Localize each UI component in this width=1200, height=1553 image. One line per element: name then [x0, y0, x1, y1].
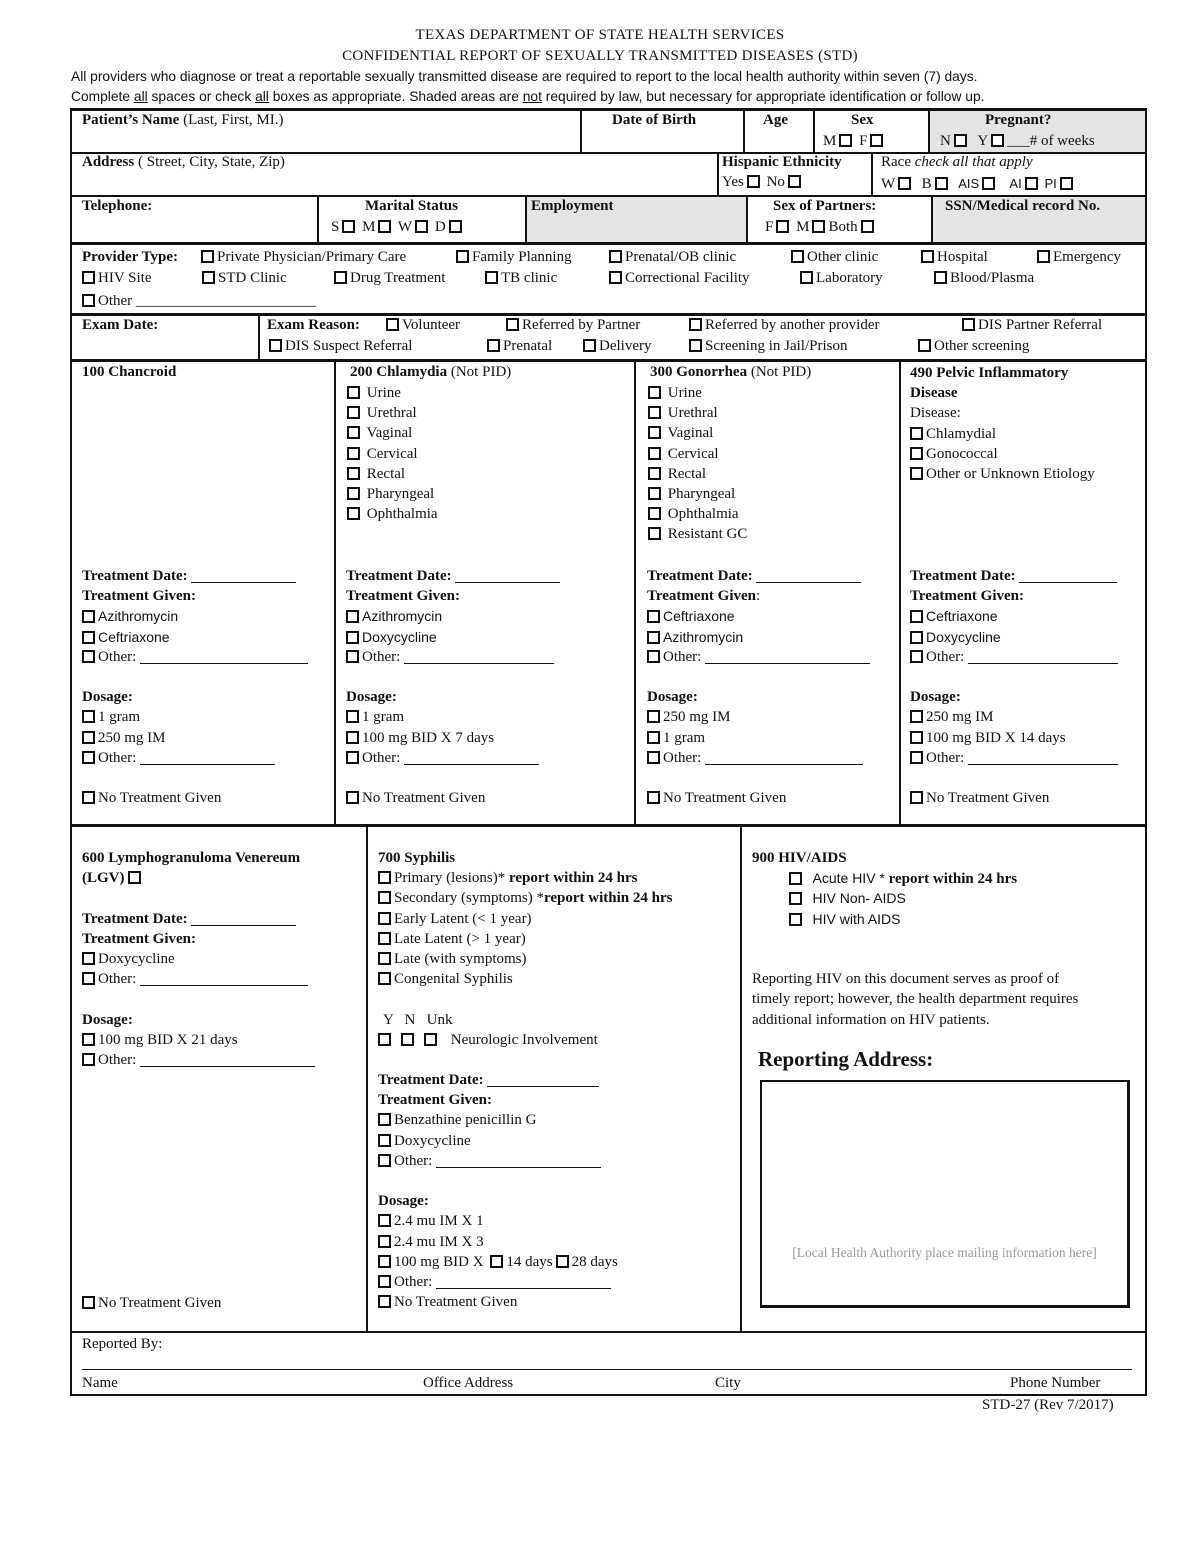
divider [580, 110, 582, 152]
divider [525, 196, 527, 242]
pid-other-treatment-input[interactable] [968, 649, 1118, 664]
rule [70, 242, 1147, 245]
chlamydia-1g-checkbox[interactable] [346, 710, 359, 723]
age-field[interactable]: Age [763, 112, 788, 128]
pid-other-dosage-checkbox[interactable] [910, 751, 923, 764]
provider-option: Laboratory [797, 269, 883, 288]
gonorrhea-site-checkbox[interactable] [648, 467, 661, 480]
partners-label: Sex of Partners: [773, 198, 877, 214]
chlamydia-no-treatment-checkbox[interactable] [346, 791, 359, 804]
gonorrhea-no-treatment-checkbox[interactable] [647, 791, 660, 804]
divider [740, 826, 742, 1331]
pid-chlamydial-checkbox[interactable] [910, 427, 923, 440]
reporting-address-placeholder: [Local Health Authority place mailing information here] [792, 1245, 1097, 1260]
exam-reason-option: Delivery [580, 337, 651, 356]
divider [743, 110, 745, 152]
exam-reason-option: Prenatal [484, 337, 552, 356]
provider-option: Hospital [918, 248, 988, 267]
exam-referred-provider-checkbox[interactable] [689, 318, 702, 331]
exam-jail-screening-checkbox[interactable] [689, 339, 702, 352]
race-ais-checkbox[interactable] [982, 177, 995, 190]
syphilis-24mu-x3-checkbox[interactable] [378, 1235, 391, 1248]
gonorrhea-treatment-date-input[interactable] [756, 568, 861, 583]
reported-by-line[interactable] [82, 1369, 1132, 1370]
exam-referred-partner-checkbox[interactable] [506, 318, 519, 331]
sex-label: Sex [851, 112, 874, 128]
marital-w-checkbox[interactable] [415, 220, 428, 233]
marital-label: Marital Status [365, 198, 458, 214]
syphilis-benzathine-checkbox[interactable] [378, 1113, 391, 1126]
gonorrhea-ceftriaxone-checkbox[interactable] [647, 610, 660, 623]
chlamydia-doxycycline-checkbox[interactable] [346, 631, 359, 644]
pid-250mg-checkbox[interactable] [910, 710, 923, 723]
syphilis-other-treatment-input[interactable] [436, 1153, 601, 1168]
chlamydia-site-checkbox[interactable] [347, 386, 360, 399]
chlamydia-site-checkbox[interactable] [347, 507, 360, 520]
lgv-no-treatment: No Treatment Given [79, 1294, 221, 1313]
gonorrhea-site-checkbox[interactable] [648, 386, 661, 399]
marital-m-checkbox[interactable] [378, 220, 391, 233]
chancroid-azithromycin-checkbox[interactable] [82, 610, 95, 623]
exam-reason-option: DIS Partner Referral [959, 316, 1102, 335]
chlamydia-site-checkbox[interactable] [347, 426, 360, 439]
divider [746, 196, 748, 242]
race-options: W B AIS AI PI [881, 174, 1076, 194]
exam-date-field[interactable]: Exam Date: [82, 317, 159, 333]
gonorrhea-1g-checkbox[interactable] [647, 731, 660, 744]
provider-option: TB clinic [482, 269, 557, 288]
gonorrhea-site-checkbox[interactable] [648, 406, 661, 419]
chancroid-1g-checkbox[interactable] [82, 710, 95, 723]
exam-reason-option: Referred by another provider [686, 316, 880, 335]
neuro-unk-checkbox[interactable] [424, 1033, 437, 1046]
pid-header: 490 Pelvic Inflammatory Disease Disease: Chlamydial Gonococcal Other or Unknown Etiology [910, 365, 1095, 482]
chlamydia-site-checkbox[interactable] [347, 487, 360, 500]
divider [366, 826, 368, 1331]
provider-laboratory-checkbox[interactable] [800, 271, 813, 284]
syphilis-other-dosage-input[interactable] [436, 1274, 611, 1289]
neuro-yes-checkbox[interactable] [378, 1033, 391, 1046]
exam-dis-suspect-checkbox[interactable] [269, 339, 282, 352]
hispanic-options: Yes No [722, 173, 804, 192]
gonorrhea-other-treatment-input[interactable] [705, 649, 870, 664]
divider [899, 361, 901, 824]
provider-family-planning-checkbox[interactable] [456, 250, 469, 263]
syphilis-section: 700 Syphilis Primary (lesions)* report within 24 hrs Secondary (symptoms) *report within 24 hrs Early Latent (< 1 year) Late Latent (> 1 year) Late (with symptoms) Congenital Syphilis Y N Unk Neurologic Involvement Treatment Date: Treatment Given: Benzathine penicillin G Doxycycline Other: Dosage: 2.4 mu IM X 1 2.4 mu IM X 3 100 mg BID X 14 days 28 days Other: No Treatment Given [378, 850, 673, 1311]
provider-option: Prenatal/OB clinic [606, 248, 736, 267]
partners-m-checkbox[interactable] [812, 220, 825, 233]
pid-gonococcal-checkbox[interactable] [910, 447, 923, 460]
gonorrhea-250mg-checkbox[interactable] [647, 710, 660, 723]
provider-private-checkbox[interactable] [201, 250, 214, 263]
syphilis-late-checkbox[interactable] [378, 952, 391, 965]
exam-volunteer-checkbox[interactable] [386, 318, 399, 331]
provider-option: Drug Treatment [331, 269, 445, 288]
syphilis-primary-checkbox[interactable] [378, 871, 391, 884]
chlamydia-azithromycin-checkbox[interactable] [346, 610, 359, 623]
partners-options: F M Both [765, 218, 877, 237]
provider-option: Private Physician/Primary Care [198, 248, 406, 267]
divider [717, 153, 719, 195]
provider-option: Emergency [1034, 248, 1121, 267]
pid-treatment: Treatment Date: Treatment Given: Ceftriaxone Doxycycline Other: Dosage: 250 mg IM 100 mg BID X 14 days Other: No Treatment Given [910, 566, 1118, 808]
exam-dis-partner-checkbox[interactable] [962, 318, 975, 331]
marital-s-checkbox[interactable] [342, 220, 355, 233]
pregnant-options: N Y ___# of weeks [940, 133, 1095, 149]
form-id: STD-27 (Rev 7/2017) [982, 1397, 1114, 1413]
provider-other-clinic-checkbox[interactable] [791, 250, 804, 263]
marital-options: S M W D [331, 218, 465, 237]
chancroid-title: 100 Chancroid [82, 364, 177, 380]
divider [634, 361, 636, 824]
provider-other-checkbox[interactable] [82, 294, 95, 307]
ssn-field[interactable]: SSN/Medical record No. [945, 198, 1101, 214]
rule [70, 359, 1147, 362]
gonorrhea-title: 300 Gonorrhea (Not PID) [650, 364, 812, 380]
chancroid-ceftriaxone-checkbox[interactable] [82, 631, 95, 644]
form-title: CONFIDENTIAL REPORT OF SEXUALLY TRANSMITTED DISEASES (STD) [342, 48, 858, 64]
provider-hospital-checkbox[interactable] [921, 250, 934, 263]
divider [317, 196, 319, 242]
pid-other-treatment-checkbox[interactable] [910, 650, 923, 663]
provider-emergency-checkbox[interactable] [1037, 250, 1050, 263]
chlamydia-other-dosage-checkbox[interactable] [346, 751, 359, 764]
chancroid-other-dosage-checkbox[interactable] [82, 751, 95, 764]
divider [813, 110, 815, 152]
address-field[interactable]: Address ( Street, City, State, Zip) [82, 154, 285, 170]
hiv-acute-checkbox[interactable] [789, 872, 802, 885]
sex-f-checkbox[interactable] [870, 134, 883, 147]
reporting-address-heading: Reporting Address: [758, 1047, 934, 1071]
syphilis-other-dosage-checkbox[interactable] [378, 1275, 391, 1288]
lgv-checkbox[interactable] [128, 871, 141, 884]
divider [871, 153, 873, 195]
chancroid-250mg-checkbox[interactable] [82, 731, 95, 744]
provider-drug-treatment-checkbox[interactable] [334, 271, 347, 284]
pid-other-dosage-input[interactable] [968, 750, 1118, 765]
exam-reason-option: Volunteer [383, 316, 460, 335]
chlamydia-other-dosage-input[interactable] [404, 750, 539, 765]
gonorrhea-other-treatment-checkbox[interactable] [647, 650, 660, 663]
provider-option: Correctional Facility [606, 269, 750, 288]
neuro-no-checkbox[interactable] [401, 1033, 414, 1046]
pid-ceftriaxone-checkbox[interactable] [910, 610, 923, 623]
chancroid-treatment: Treatment Date: Treatment Given: Azithromycin Ceftriaxone Other: Dosage: 1 gram 250 mg IM Other: No Treatment Given [82, 566, 308, 808]
pid-doxycycline-checkbox[interactable] [910, 631, 923, 644]
sex-m-checkbox[interactable] [839, 134, 852, 147]
office-address-label: Office Address [423, 1375, 514, 1391]
provider-prenatal-checkbox[interactable] [609, 250, 622, 263]
lgv-other-treatment-checkbox[interactable] [82, 972, 95, 985]
reporting-requirement: All providers who diagnose or treat a reportable sexually transmitted disease are required to report to the local health authority within seven (7) days. [71, 69, 978, 84]
provider-correctional-checkbox[interactable] [609, 271, 622, 284]
provider-row-1: Provider Type: [82, 249, 178, 265]
reporting-address-box[interactable] [760, 1080, 1130, 1308]
chancroid-other-dosage-input[interactable] [140, 750, 275, 765]
exam-reason-label: Exam Reason: [267, 317, 360, 333]
partners-f-checkbox[interactable] [776, 220, 789, 233]
exam-delivery-checkbox[interactable] [583, 339, 596, 352]
chlamydia-sites: Urine Urethral Vaginal Cervical Rectal Pharyngeal Ophthalmia [344, 383, 438, 524]
chlamydia-100mg-checkbox[interactable] [346, 731, 359, 744]
gonorrhea-sites: Urine Urethral Vaginal Cervical Rectal Pharyngeal Ophthalmia Resistant GC [645, 383, 747, 545]
hiv-section: 900 HIV/AIDS Acute HIV * report within 24 hrs HIV Non- AIDS HIV with AIDS Reporting HIV on this document serves as proof of timely report; however, the health department requires additional information on HIV patients. [752, 850, 1079, 1028]
chlamydia-title: 200 Chlamydia (Not PID) [350, 364, 512, 380]
pid-no-treatment-checkbox[interactable] [910, 791, 923, 804]
reported-by-label: Reported By: [82, 1336, 163, 1352]
lgv-other-treatment-input[interactable] [140, 971, 308, 986]
lgv-100mg-checkbox[interactable] [82, 1033, 95, 1046]
exam-reason-option: Other screening [915, 337, 1029, 356]
sex-options: M F [823, 132, 886, 151]
gonorrhea-azithromycin-checkbox[interactable] [647, 631, 660, 644]
hiv-with-aids-checkbox[interactable] [789, 913, 802, 926]
gonorrhea-other-dosage-checkbox[interactable] [647, 751, 660, 764]
syphilis-100mg-checkbox[interactable] [378, 1255, 391, 1268]
chlamydia-site-checkbox[interactable] [347, 447, 360, 460]
chlamydia-other-treatment-checkbox[interactable] [346, 650, 359, 663]
chancroid-treatment-date-input[interactable] [191, 568, 296, 583]
chlamydia-site-checkbox[interactable] [347, 406, 360, 419]
rule [70, 824, 1147, 827]
provider-hiv-site-checkbox[interactable] [82, 271, 95, 284]
employment-field[interactable]: Employment [531, 198, 614, 214]
lgv-doxycycline-checkbox[interactable] [82, 952, 95, 965]
chancroid-other-treatment-checkbox[interactable] [82, 650, 95, 663]
race-label: Race check all that apply [881, 154, 1033, 170]
provider-option: Family Planning [453, 248, 572, 267]
hispanic-yes-checkbox[interactable] [747, 175, 760, 188]
divider [334, 361, 336, 824]
gonorrhea-other-dosage-input[interactable] [705, 750, 863, 765]
provider-option: Other clinic [788, 248, 878, 267]
race-pi-checkbox[interactable] [1060, 177, 1073, 190]
provider-blood-plasma-checkbox[interactable] [934, 271, 947, 284]
divider [928, 110, 930, 152]
provider-option: Other ________________________ [79, 292, 316, 311]
provider-tb-clinic-checkbox[interactable] [485, 271, 498, 284]
exam-reason-option: Referred by Partner [503, 316, 640, 335]
syphilis-secondary-checkbox[interactable] [378, 891, 391, 904]
agency-title: TEXAS DEPARTMENT OF STATE HEALTH SERVICES [415, 27, 785, 43]
lgv-other-dosage-checkbox[interactable] [82, 1053, 95, 1066]
patient-name-field[interactable]: Patient’s Name (Last, First, MI.) [82, 112, 284, 128]
gonorrhea-site-checkbox[interactable] [648, 487, 661, 500]
exam-other-screening-checkbox[interactable] [918, 339, 931, 352]
exam-reason-option: DIS Suspect Referral [266, 337, 412, 356]
marital-d-checkbox[interactable] [449, 220, 462, 233]
completion-instructions: Complete all spaces or check all boxes as appropriate. Shaded areas are not required by law, but necessary for appropriate identification or follow up. [71, 89, 985, 104]
hispanic-label: Hispanic Ethnicity [722, 154, 842, 170]
chlamydia-treatment-date-input[interactable] [455, 568, 560, 583]
pregnant-y-checkbox[interactable] [991, 134, 1004, 147]
gonorrhea-site-checkbox[interactable] [648, 507, 661, 520]
race-ai-checkbox[interactable] [1025, 177, 1038, 190]
provider-std-clinic-checkbox[interactable] [202, 271, 215, 284]
partners-both-checkbox[interactable] [861, 220, 874, 233]
pid-treatment-date-input[interactable] [1019, 568, 1117, 583]
syphilis-early-latent-checkbox[interactable] [378, 912, 391, 925]
rule [70, 1331, 1147, 1333]
chlamydia-treatment: Treatment Date: Treatment Given: Azithromycin Doxycycline Other: Dosage: 1 gram 100 mg BID X 7 days Other: No Treatment Given [346, 566, 560, 808]
provider-option: Blood/Plasma [931, 269, 1034, 288]
race-w-checkbox[interactable] [898, 177, 911, 190]
gonorrhea-site-checkbox[interactable] [648, 426, 661, 439]
lgv-treatment-date-input[interactable] [191, 911, 296, 926]
syphilis-doxycycline-checkbox[interactable] [378, 1134, 391, 1147]
divider [258, 315, 260, 359]
divider [931, 196, 933, 242]
syphilis-other-treatment-checkbox[interactable] [378, 1154, 391, 1167]
chancroid-other-treatment-input[interactable] [140, 649, 308, 664]
name-label: Name [82, 1375, 118, 1391]
gonorrhea-site-checkbox[interactable] [648, 527, 661, 540]
pid-other-etiology-checkbox[interactable] [910, 467, 923, 480]
syphilis-no-treatment-checkbox[interactable] [378, 1295, 391, 1308]
syphilis-late-latent-checkbox[interactable] [378, 932, 391, 945]
provider-option: STD Clinic [199, 269, 287, 288]
pid-100mg-checkbox[interactable] [910, 731, 923, 744]
syphilis-congenital-checkbox[interactable] [378, 972, 391, 985]
hiv-non-aids-checkbox[interactable] [789, 892, 802, 905]
chlamydia-other-treatment-input[interactable] [404, 649, 554, 664]
syphilis-24mu-x1-checkbox[interactable] [378, 1214, 391, 1227]
gonorrhea-site-checkbox[interactable] [648, 447, 661, 460]
phone-number-label: Phone Number [1010, 1375, 1101, 1391]
syphilis-14-days-checkbox[interactable] [490, 1255, 503, 1268]
hispanic-no-checkbox[interactable] [788, 175, 801, 188]
dob-field[interactable]: Date of Birth [612, 112, 697, 128]
lgv-section: 600 Lymphogranuloma Venereum (LGV) Treatment Date: Treatment Given: Doxycycline Other: Dosage: 100 mg BID X 21 days Other: [82, 848, 315, 1070]
chlamydia-site-checkbox[interactable] [347, 467, 360, 480]
provider-option: HIV Site [79, 269, 151, 288]
gonorrhea-treatment: Treatment Date: Treatment Given: Ceftriaxone Azithromycin Other: Dosage: 250 mg IM 1 gram Other: No Treatment Given [647, 566, 870, 808]
pregnant-n-checkbox[interactable] [954, 134, 967, 147]
lgv-no-treatment-checkbox[interactable] [82, 1296, 95, 1309]
telephone-field[interactable]: Telephone: [82, 198, 153, 214]
exam-reason-option: Screening in Jail/Prison [686, 337, 848, 356]
syphilis-treatment-date-input[interactable] [487, 1072, 599, 1087]
race-b-checkbox[interactable] [935, 177, 948, 190]
pregnant-label: Pregnant? [985, 112, 1052, 128]
lgv-other-dosage-input[interactable] [140, 1052, 315, 1067]
city-label: City [715, 1375, 741, 1391]
exam-prenatal-checkbox[interactable] [487, 339, 500, 352]
syphilis-28-days-checkbox[interactable] [556, 1255, 569, 1268]
chancroid-no-treatment-checkbox[interactable] [82, 791, 95, 804]
